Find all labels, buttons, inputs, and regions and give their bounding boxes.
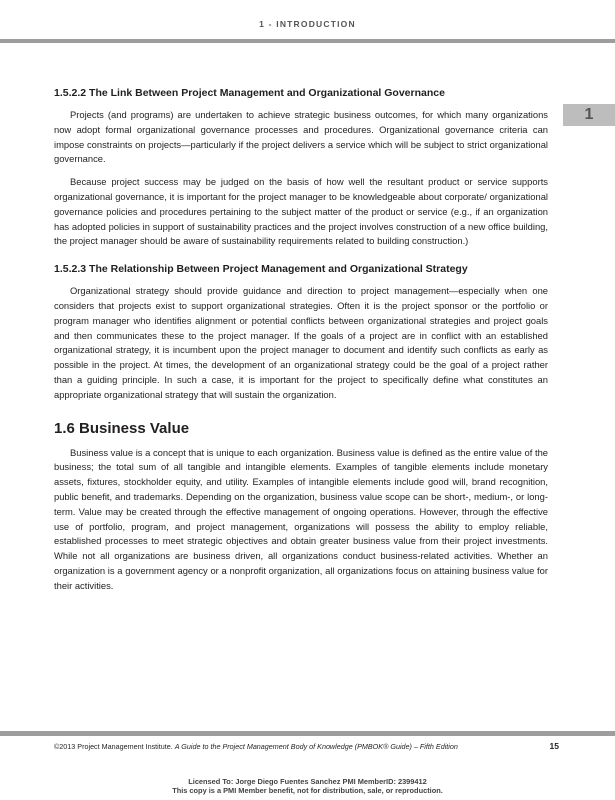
running-title: 1 - INTRODUCTION [259, 19, 356, 29]
paragraph: Organizational strategy should provide guidance and direction to project management—especially when one considers that projects exist to support organizational strategies. Often it is the project sponsor or the portfolio or program manager who identifies alignment or potential conflicts between organizational strategies and project goals and then communicates these to the project manager. If the goals of a project are in conflict with an established organizational strategy, it is incumbent upon the project manager to document and identify such conflicts as early as possible in the project. At times, the development of an organizational strategy could be the goal of a project rather than a guiding principle. In such a case, it is important for the project to specifically define what constitutes an appropriate organizational strategy that will sustain the organization. [54, 285, 548, 400]
license-line-1: Licensed To: Jorge Diego Fuentes Sanchez PMI MemberID: 2399412 [188, 777, 427, 786]
page-number: 15 [549, 741, 559, 751]
copyright-text: ©2013 Project Management Institute. [54, 742, 173, 751]
book-title: A Guide to the Project Management Body of Knowledge (PMBOK® Guide) – Fifth Edition [174, 742, 458, 751]
footer-citation [54, 742, 458, 751]
paragraph: Projects (and programs) are undertaken to achieve strategic business outcomes, for which many organizations now adopt formal organizational governance processes and procedures. Organizational governance criteria can impose constraints on projects—particularly if the project delivers a service which will be subject to strict organizational governance. [54, 109, 548, 165]
paragraph: Business value is a concept that is unique to each organization. Business value is defined as the entire value of the business; the total sum of all tangible and intangible elements. Examples of tangible elements include monetary assets, fixtures, stockholder equity, and utility. Examples of intangible elements include good will, brand recognition, public benefit, and trademarks. Depending on the organization, business value scope can be short-, medium-, or long-term. Value may be created through the effective management of ongoing operations. However, through the effective use of portfolio, program, and project management, organizations will possess the ability to employ reliable, established processes to meet strategic objectives and obtain greater business value from their project investments. While not all organizations are business driven, all organizations conduct business-related activities. Whether an organization is a government agency or a nonprofit organization, all organizations focus on attaining business value for their activities. [54, 446, 548, 591]
license-notice [0, 777, 615, 795]
page-body [54, 86, 548, 602]
section-heading-1-6: 1.6 Business Value [54, 419, 190, 437]
paragraph: Because project success may be judged on the basis of how well the resultant product or service supports organizational governance, it is important for the project manager to be knowledgeable about corporate/ organizational governance policies and procedures pertaining to the subject matter of the product or service (e.g., if an organization has adopted policies in support of sustainability practices and the project involves construction of a new office building, the project manager should be aware of sustainability requirements related to building construction.) [54, 176, 548, 247]
license-line-2: This copy is a PMI Member benefit, not for distribution, sale, or reproduction. [172, 786, 443, 795]
section-heading-1-5-2-2: 1.5.2.2 The Link Between Project Management and Organizational Governance [54, 87, 445, 99]
chapter-tab: 1 [563, 104, 615, 126]
section-heading-1-5-2-3: 1.5.2.3 The Relationship Between Project Management and Organizational Strategy [54, 263, 468, 276]
running-header [0, 0, 615, 36]
header-rule [0, 39, 615, 43]
footer-rule [0, 731, 615, 736]
